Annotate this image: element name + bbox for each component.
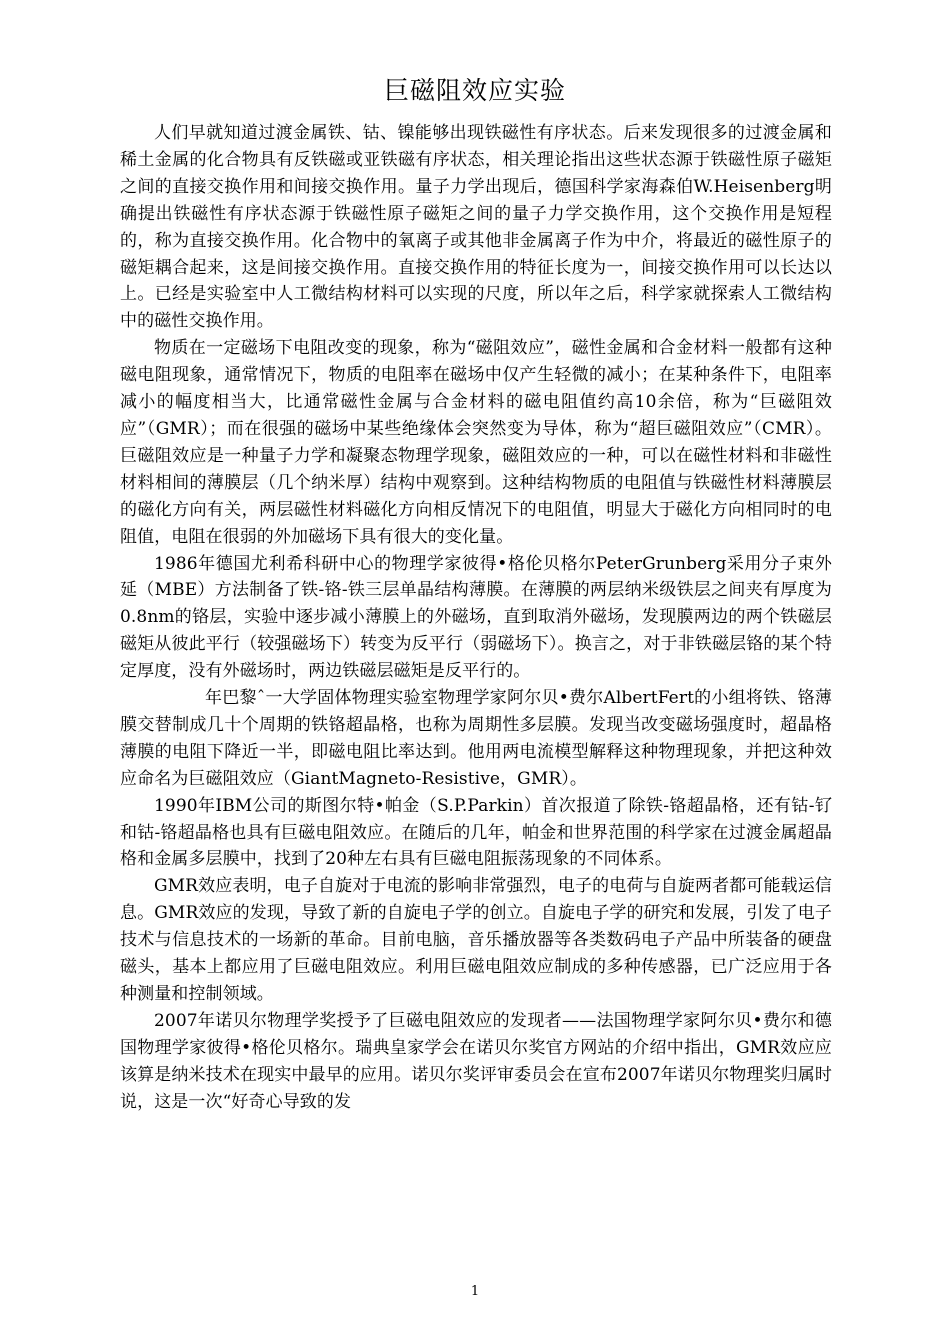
paragraph-nobel-2007: 2007年诺贝尔物理学奖授予了巨磁电阻效应的发现者——法国物理学家阿尔贝•费尔和德国物理学家彼得•格伦贝格尔。瑞典皇家学会在诺贝尔奖官方网站的介绍中指出，GMR效应应该算是纳米技术在现实中最早的应用。诺贝尔奖评审委员会在宣布2007年诺贝尔物理奖归属时说，这是一次“好奇心导致的发 (120, 1010, 832, 1112)
paragraph-parkin-1990: 1990年IBM公司的斯图尔特•帕金（S.P.Parkin）首次报道了除铁-铬超晶格，还有钴-钌和钴-铬超晶格也具有巨磁电阻效应。在随后的几年，帕金和世界范围的科学家在过渡金属超晶格和金属多层膜中，找到了20种左右具有巨磁电阻振荡现象的不同体系。 (120, 795, 832, 870)
paragraph-grunberg-1986: 1986年德国尤利希科研中心的物理学家彼得•格伦贝格尔PeterGrunberg采用分子束外延（MBE）方法制备了铁-铬-铁三层单晶结构薄膜。在薄膜的两层纳米级铁层之间夹有厚度为0.8nm的铬层，实验中逐步减小薄膜上的外磁场，直到取消外磁场，发现膜两边的两个铁磁层磁矩从彼此平行（较强磁场下）转变为反平行（弱磁场下）。换言之，对于非铁磁层铬的某个特定厚度，没有外磁场时，两边铁磁层磁矩是反平行的。 (120, 553, 832, 682)
paragraph-gmr-spintronics: GMR效应表明，电子自旋对于电流的影响非常强烈，电子的电荷与自旋两者都可能载运信息。GMR效应的发现，导致了新的自旋电子学的创立。自旋电子学的研究和发展，引发了电子技术与信息技术的一场新的革命。目前电脑，音乐播放器等各类数码电子产品中所装备的硬盘磁头，基本上都应用了巨磁电阻效应。利用巨磁电阻效应制成的多种传感器，已广泛应用于各种测量和控制领域。 (120, 876, 832, 1004)
paragraph-exchange-interaction: 人们早就知道过渡金属铁、钴、镍能够出现铁磁性有序状态。后来发现很多的过渡金属和稀土金属的化合物具有反铁磁或亚铁磁有序状态，相关理论指出这些状态源于铁磁性原子磁矩之间的直接交换作用和间接交换作用。量子力学出现后，德国科学家海森伯W.Heisenberg明确提出铁磁性有序状态源于铁磁性原子磁矩之间的量子力学交换作用，这个交换作用是短程的，称为直接交换作用。化合物中的氧离子或其他非金属离子作为中介，将最近的磁性原子的磁矩耦合起来，这是间接交换作用。直接交换作用的特征长度为一，间接交换作用可以长达以上。已经是实验室中人工微结构材料可以实现的尺度，所以年之后，科学家就探索人工微结构中的磁性交换作用。 (120, 123, 832, 332)
body-text (120, 120, 832, 1116)
page-number: 1 (470, 1284, 480, 1299)
page-title: 巨磁阻效应实验 (383, 76, 566, 105)
paragraph-magnetoresistance: 物质在一定磁场下电阻改变的现象，称为“磁阻效应”，磁性金属和合金材料一般都有这种磁电阻现象，通常情况下，物质的电阻率在磁场中仅产生轻微的减小；在某种条件下，电阻率减小的幅度相当大，比通常磁性金属与合金材料的磁电阻值约高10余倍，称为“巨磁阻效应”（GMR）；而在很强的磁场中某些绝缘体会突然变为导体，称为“超巨磁阻效应”（CMR）。巨磁阻效应是一种量子力学和凝聚态物理学现象，磁阻效应的一种，可以在磁性材料和非磁性材料相间的薄膜层（几个纳米厚）结构中观察到。这种结构物质的电阻值与铁磁性材料薄膜层的磁化方向有关，两层磁性材料磁化方向相反情况下的电阻值，明显大于磁化方向相同时的电阻值，电阻在很弱的外加磁场下具有很大的变化量。 (120, 338, 832, 547)
paragraph-fert: 年巴黎ˆ一大学固体物理实验室物理学家阿尔贝•费尔AlbertFert的小组将铁、铬薄膜交替制成几十个周期的铁铬超晶格，也称为周期性多层膜。发现当改变磁场强度时，超晶格薄膜的电阻下降近一半，即磁电阻比率达到。他用两电流模型解释这种物理现象，并把这种效应命名为巨磁阻效应（GiantMagneto-Resistive，GMR）。 (120, 688, 832, 789)
